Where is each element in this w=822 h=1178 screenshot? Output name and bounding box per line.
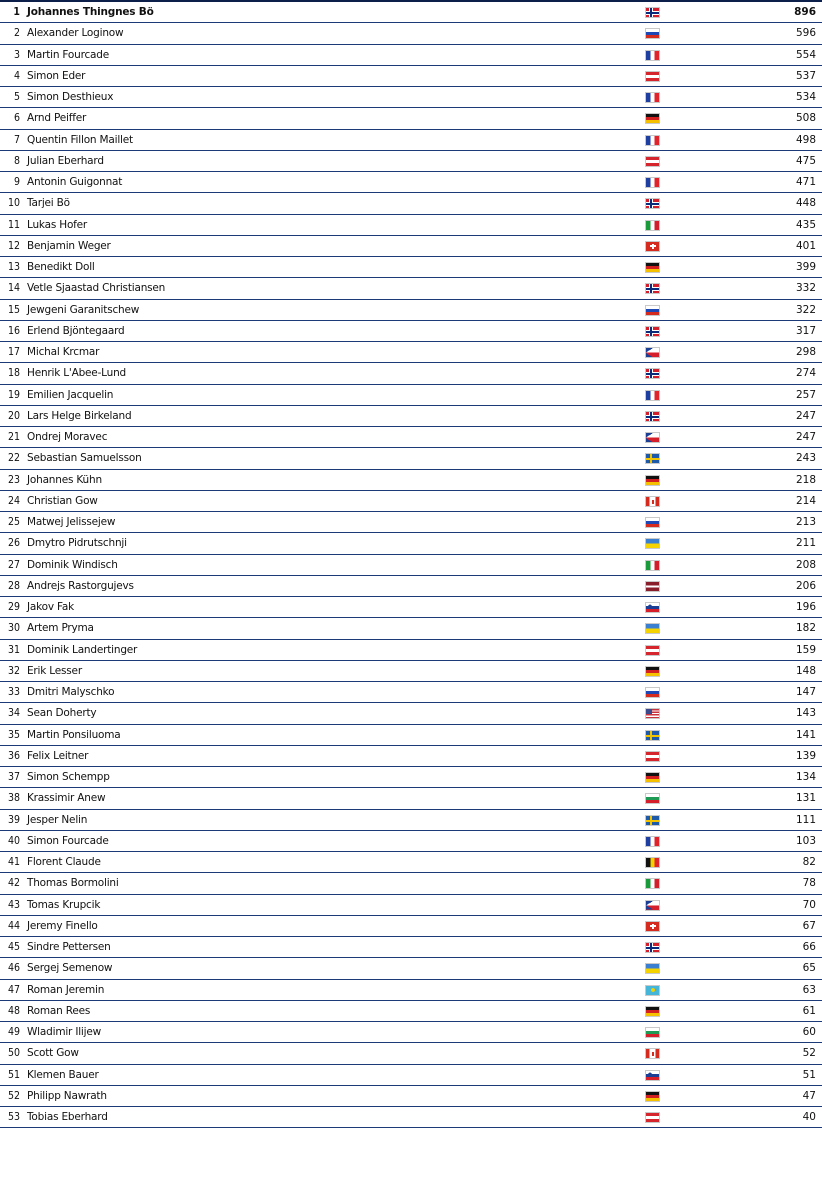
flag-nor-icon bbox=[645, 411, 660, 422]
table-row bbox=[0, 788, 822, 809]
table-row bbox=[0, 23, 822, 44]
athlete-name: Henrik L'Abee-Lund bbox=[27, 367, 126, 380]
athlete-name: Quentin Fillon Maillet bbox=[27, 133, 133, 146]
flag-ger-icon bbox=[645, 475, 660, 486]
table-row bbox=[0, 767, 822, 788]
athlete-name: Wladimir Ilijew bbox=[27, 1026, 102, 1038]
rank-cell: 50 bbox=[7, 1047, 20, 1060]
athlete-name: Dmitri Malyschko bbox=[27, 686, 115, 698]
flag-can-icon bbox=[645, 496, 660, 507]
table-row bbox=[0, 725, 822, 746]
rank-cell: 31 bbox=[7, 643, 20, 656]
athlete-name: Dominik Landertinger bbox=[27, 643, 138, 656]
table-row bbox=[0, 576, 822, 597]
athlete-name: Roman Jeremin bbox=[27, 983, 105, 996]
table-row bbox=[0, 448, 822, 469]
points-cell: 214 bbox=[795, 494, 816, 507]
athlete-name: Andrejs Rastorgujevs bbox=[27, 579, 134, 592]
points-cell: 147 bbox=[795, 686, 816, 698]
flag-sui-icon bbox=[645, 241, 660, 252]
flag-aut-icon bbox=[645, 1112, 660, 1123]
flag-ger-icon bbox=[645, 262, 660, 273]
athlete-name: Felix Leitner bbox=[27, 749, 89, 762]
flag-rus-icon bbox=[645, 687, 660, 698]
athlete-name: Benjamin Weger bbox=[27, 239, 111, 252]
table-row bbox=[0, 533, 822, 554]
points-cell: 498 bbox=[795, 133, 816, 146]
flag-nor-icon bbox=[645, 198, 660, 209]
flag-cze-icon bbox=[645, 432, 660, 443]
rank-cell: 27 bbox=[7, 558, 20, 571]
athlete-name: Julian Eberhard bbox=[27, 154, 104, 167]
points-cell: 554 bbox=[795, 48, 816, 61]
points-cell: 448 bbox=[795, 197, 816, 210]
rank-cell: 52 bbox=[7, 1089, 20, 1102]
flag-cze-icon bbox=[645, 900, 660, 911]
rank-cell: 47 bbox=[7, 983, 20, 996]
rank-cell: 1 bbox=[13, 6, 20, 18]
rank-cell: 38 bbox=[7, 792, 20, 805]
table-row bbox=[0, 236, 822, 257]
rank-cell: 36 bbox=[7, 749, 20, 762]
flag-ger-icon bbox=[645, 1006, 660, 1017]
athlete-name: Klemen Bauer bbox=[27, 1068, 99, 1081]
rank-cell: 8 bbox=[13, 154, 20, 167]
table-row bbox=[0, 512, 822, 533]
flag-nor-icon bbox=[645, 283, 660, 294]
table-row bbox=[0, 555, 822, 576]
table-row bbox=[0, 193, 822, 214]
athlete-name: Michal Krcmar bbox=[27, 346, 100, 358]
table-row bbox=[0, 852, 822, 873]
flag-nor-icon bbox=[645, 7, 660, 18]
athlete-name: Sebastian Samuelsson bbox=[27, 452, 142, 465]
points-cell: 143 bbox=[795, 707, 816, 720]
table-row bbox=[0, 172, 822, 193]
rank-cell: 10 bbox=[7, 197, 20, 210]
flag-ger-icon bbox=[645, 1091, 660, 1102]
rank-cell: 34 bbox=[7, 707, 20, 720]
flag-sui-icon bbox=[645, 921, 660, 932]
rank-cell: 13 bbox=[7, 261, 20, 273]
table-row bbox=[0, 618, 822, 639]
points-cell: 208 bbox=[795, 558, 816, 571]
flag-aut-icon bbox=[645, 71, 660, 82]
flag-fra-icon bbox=[645, 135, 660, 146]
flag-bel-icon bbox=[645, 857, 660, 868]
points-cell: 508 bbox=[795, 112, 816, 125]
table-row bbox=[0, 300, 822, 321]
table-row bbox=[0, 1086, 822, 1107]
points-cell: 47 bbox=[802, 1089, 816, 1102]
rank-cell: 7 bbox=[13, 133, 20, 146]
points-cell: 51 bbox=[802, 1068, 816, 1081]
flag-ger-icon bbox=[645, 772, 660, 783]
rank-cell: 48 bbox=[7, 1004, 20, 1017]
table-row bbox=[0, 810, 822, 831]
points-cell: 399 bbox=[795, 261, 816, 273]
points-cell: 435 bbox=[795, 218, 816, 231]
athlete-name: Emilien Jacquelin bbox=[27, 388, 114, 401]
flag-fra-icon bbox=[645, 50, 660, 61]
table-row bbox=[0, 491, 822, 512]
athlete-name: Antonin Guigonnat bbox=[27, 176, 123, 188]
table-row bbox=[0, 703, 822, 724]
points-cell: 332 bbox=[795, 282, 816, 295]
athlete-name: Dominik Windisch bbox=[27, 558, 118, 571]
flag-aut-icon bbox=[645, 645, 660, 656]
points-cell: 243 bbox=[795, 452, 816, 465]
athlete-name: Johannes Kühn bbox=[27, 473, 102, 486]
points-cell: 317 bbox=[795, 324, 816, 337]
athlete-name: Krassimir Anew bbox=[27, 792, 106, 805]
rank-cell: 23 bbox=[7, 473, 20, 486]
rank-cell: 20 bbox=[7, 409, 20, 422]
athlete-name: Alexander Loginow bbox=[27, 27, 124, 40]
points-cell: 141 bbox=[795, 728, 816, 741]
rank-cell: 37 bbox=[7, 771, 20, 783]
athlete-name: Erik Lesser bbox=[27, 664, 82, 677]
rank-cell: 49 bbox=[7, 1026, 20, 1038]
points-cell: 82 bbox=[802, 856, 816, 868]
flag-usa-icon bbox=[645, 708, 660, 719]
flag-rus-icon bbox=[645, 517, 660, 528]
points-cell: 78 bbox=[802, 877, 816, 890]
table-row bbox=[0, 1022, 822, 1043]
points-cell: 182 bbox=[795, 622, 816, 635]
athlete-name: Christian Gow bbox=[27, 494, 98, 507]
athlete-name: Philipp Nawrath bbox=[27, 1089, 107, 1102]
flag-lat-icon bbox=[645, 581, 660, 592]
points-cell: 63 bbox=[802, 983, 816, 996]
points-cell: 274 bbox=[795, 367, 816, 380]
rank-cell: 21 bbox=[7, 431, 20, 443]
flag-ita-icon bbox=[645, 220, 660, 231]
table-row bbox=[0, 215, 822, 236]
athlete-name: Florent Claude bbox=[27, 856, 101, 868]
table-row bbox=[0, 1001, 822, 1022]
table-row bbox=[0, 937, 822, 958]
table-row bbox=[0, 980, 822, 1001]
flag-slo-icon bbox=[645, 602, 660, 613]
rank-cell: 44 bbox=[7, 919, 20, 932]
table-row bbox=[0, 87, 822, 108]
points-cell: 139 bbox=[795, 749, 816, 762]
table-row bbox=[0, 66, 822, 87]
athlete-name: Simon Schempp bbox=[27, 771, 110, 783]
table-row bbox=[0, 597, 822, 618]
rank-cell: 39 bbox=[7, 813, 20, 826]
athlete-name: Ondrej Moravec bbox=[27, 431, 108, 443]
flag-nor-icon bbox=[645, 326, 660, 337]
flag-ita-icon bbox=[645, 560, 660, 571]
table-row bbox=[0, 45, 822, 66]
athlete-name: Artem Pryma bbox=[27, 622, 94, 635]
athlete-name: Martin Fourcade bbox=[27, 48, 109, 61]
rank-cell: 16 bbox=[7, 324, 20, 337]
points-cell: 61 bbox=[802, 1004, 816, 1017]
table-row bbox=[0, 257, 822, 278]
points-cell: 65 bbox=[802, 962, 816, 975]
athlete-name: Roman Rees bbox=[27, 1004, 91, 1017]
flag-fra-icon bbox=[645, 390, 660, 401]
rank-cell: 43 bbox=[7, 898, 20, 911]
table-row bbox=[0, 130, 822, 151]
flag-swe-icon bbox=[645, 453, 660, 464]
athlete-name: Jeremy Finello bbox=[27, 919, 98, 932]
points-cell: 66 bbox=[802, 941, 816, 953]
rank-cell: 2 bbox=[13, 27, 20, 40]
athlete-name: Vetle Sjaastad Christiansen bbox=[27, 282, 166, 295]
rank-cell: 5 bbox=[13, 91, 20, 103]
rank-cell: 41 bbox=[7, 856, 20, 868]
table-row bbox=[0, 916, 822, 937]
flag-ger-icon bbox=[645, 113, 660, 124]
table-row bbox=[0, 640, 822, 661]
rank-cell: 19 bbox=[7, 388, 20, 401]
rank-cell: 26 bbox=[7, 537, 20, 550]
table-row bbox=[0, 1065, 822, 1086]
flag-cze-icon bbox=[645, 347, 660, 358]
athlete-name: Sean Doherty bbox=[27, 707, 97, 720]
table-row bbox=[0, 470, 822, 491]
athlete-name: Jewgeni Garanitschew bbox=[27, 303, 140, 316]
flag-nor-icon bbox=[645, 942, 660, 953]
athlete-name: Simon Eder bbox=[27, 69, 86, 82]
points-cell: 298 bbox=[795, 346, 816, 358]
points-cell: 148 bbox=[795, 664, 816, 677]
flag-swe-icon bbox=[645, 815, 660, 826]
points-cell: 247 bbox=[795, 431, 816, 443]
flag-bul-icon bbox=[645, 793, 660, 804]
flag-ukr-icon bbox=[645, 963, 660, 974]
table-row bbox=[0, 1043, 822, 1064]
athlete-name: Jakov Fak bbox=[27, 601, 75, 613]
flag-rus-icon bbox=[645, 305, 660, 316]
flag-aut-icon bbox=[645, 751, 660, 762]
athlete-name: Thomas Bormolini bbox=[27, 877, 119, 890]
table-row bbox=[0, 895, 822, 916]
rank-cell: 24 bbox=[7, 494, 20, 507]
rank-cell: 12 bbox=[7, 239, 20, 252]
rank-cell: 17 bbox=[7, 346, 20, 358]
table-row bbox=[0, 2, 822, 23]
table-row bbox=[0, 746, 822, 767]
rank-cell: 29 bbox=[7, 601, 20, 613]
table-row bbox=[0, 661, 822, 682]
flag-kaz-icon bbox=[645, 985, 660, 996]
rank-cell: 53 bbox=[7, 1111, 20, 1123]
rank-cell: 40 bbox=[7, 834, 20, 847]
athlete-name: Lars Helge Birkeland bbox=[27, 409, 132, 422]
points-cell: 322 bbox=[795, 303, 816, 316]
points-cell: 103 bbox=[795, 834, 816, 847]
points-cell: 52 bbox=[802, 1047, 816, 1060]
points-cell: 257 bbox=[795, 388, 816, 401]
athlete-name: Erlend Bjöntegaard bbox=[27, 324, 125, 337]
flag-fra-icon bbox=[645, 92, 660, 103]
rank-cell: 14 bbox=[7, 282, 20, 295]
rank-cell: 15 bbox=[7, 303, 20, 316]
rank-cell: 6 bbox=[13, 112, 20, 125]
flag-fra-icon bbox=[645, 836, 660, 847]
flag-slo-icon bbox=[645, 1070, 660, 1081]
athlete-name: Lukas Hofer bbox=[27, 218, 88, 231]
table-row bbox=[0, 321, 822, 342]
rank-cell: 35 bbox=[7, 728, 20, 741]
flag-can-icon bbox=[645, 1048, 660, 1059]
rank-cell: 25 bbox=[7, 516, 20, 528]
flag-aut-icon bbox=[645, 156, 660, 167]
table-row bbox=[0, 958, 822, 979]
flag-bul-icon bbox=[645, 1027, 660, 1038]
athlete-name: Johannes Thingnes Bö bbox=[27, 6, 154, 18]
rank-cell: 42 bbox=[7, 877, 20, 890]
flag-ita-icon bbox=[645, 878, 660, 889]
table-row bbox=[0, 342, 822, 363]
points-cell: 213 bbox=[795, 516, 816, 528]
table-row bbox=[0, 363, 822, 384]
points-cell: 60 bbox=[802, 1026, 816, 1038]
flag-ukr-icon bbox=[645, 623, 660, 634]
rank-cell: 11 bbox=[7, 218, 20, 231]
flag-ger-icon bbox=[645, 666, 660, 677]
points-cell: 471 bbox=[795, 176, 816, 188]
rank-cell: 32 bbox=[7, 664, 20, 677]
rank-cell: 51 bbox=[7, 1068, 20, 1081]
points-cell: 159 bbox=[795, 643, 816, 656]
athlete-name: Tarjei Bö bbox=[27, 197, 70, 210]
table-row bbox=[0, 151, 822, 172]
flag-swe-icon bbox=[645, 730, 660, 741]
table-row bbox=[0, 385, 822, 406]
athlete-name: Matwej Jelissejew bbox=[27, 516, 116, 528]
rank-cell: 33 bbox=[7, 686, 20, 698]
table-row bbox=[0, 873, 822, 894]
athlete-name: Sindre Pettersen bbox=[27, 941, 111, 953]
points-cell: 67 bbox=[802, 919, 816, 932]
points-cell: 131 bbox=[795, 792, 816, 805]
flag-ukr-icon bbox=[645, 538, 660, 549]
rank-cell: 45 bbox=[7, 941, 20, 953]
athlete-name: Simon Fourcade bbox=[27, 834, 109, 847]
athlete-name: Jesper Nelin bbox=[27, 813, 88, 826]
points-cell: 896 bbox=[794, 6, 816, 18]
athlete-name: Arnd Peiffer bbox=[27, 112, 87, 125]
points-cell: 534 bbox=[795, 91, 816, 103]
athlete-name: Sergej Semenow bbox=[27, 962, 113, 975]
table-row bbox=[0, 406, 822, 427]
table-row bbox=[0, 108, 822, 129]
standings-table bbox=[0, 2, 822, 1128]
athlete-name: Simon Desthieux bbox=[27, 91, 114, 103]
athlete-name: Tomas Krupcik bbox=[27, 898, 101, 911]
athlete-name: Martin Ponsiluoma bbox=[27, 728, 121, 741]
rank-cell: 30 bbox=[7, 622, 20, 635]
rank-cell: 28 bbox=[7, 579, 20, 592]
table-row bbox=[0, 427, 822, 448]
points-cell: 537 bbox=[795, 69, 816, 82]
table-row bbox=[0, 278, 822, 299]
points-cell: 70 bbox=[802, 898, 816, 911]
points-cell: 196 bbox=[795, 601, 816, 613]
points-cell: 134 bbox=[795, 771, 816, 783]
athlete-name: Scott Gow bbox=[27, 1047, 79, 1060]
flag-rus-icon bbox=[645, 28, 660, 39]
table-row bbox=[0, 1107, 822, 1128]
points-cell: 111 bbox=[795, 813, 816, 826]
rank-cell: 22 bbox=[7, 452, 20, 465]
rank-cell: 9 bbox=[13, 176, 20, 188]
points-cell: 211 bbox=[795, 537, 816, 550]
points-cell: 206 bbox=[795, 579, 816, 592]
points-cell: 475 bbox=[795, 154, 816, 167]
points-cell: 40 bbox=[802, 1111, 816, 1123]
rank-cell: 18 bbox=[7, 367, 20, 380]
flag-fra-icon bbox=[645, 177, 660, 188]
athlete-name: Dmytro Pidrutschnji bbox=[27, 537, 127, 550]
rank-cell: 46 bbox=[7, 962, 20, 975]
athlete-name: Benedikt Doll bbox=[27, 261, 95, 273]
rank-cell: 4 bbox=[13, 69, 20, 82]
athlete-name: Tobias Eberhard bbox=[27, 1111, 108, 1123]
points-cell: 401 bbox=[795, 239, 816, 252]
points-cell: 596 bbox=[795, 27, 816, 40]
table-row bbox=[0, 831, 822, 852]
points-cell: 218 bbox=[795, 473, 816, 486]
points-cell: 247 bbox=[795, 409, 816, 422]
flag-nor-icon bbox=[645, 368, 660, 379]
rank-cell: 3 bbox=[13, 48, 20, 61]
table-row bbox=[0, 682, 822, 703]
